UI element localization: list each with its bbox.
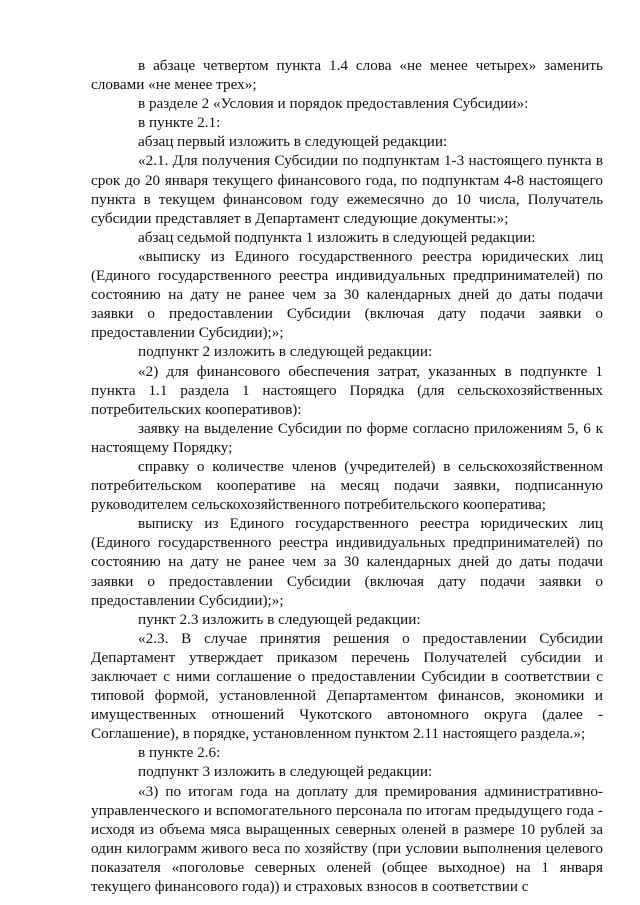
- paragraph-4: абзац первый изложить в следующей редакции:: [138, 133, 448, 151]
- paragraph-16: подпункт 3 изложить в следующей редакции:: [138, 763, 433, 781]
- paragraph-11: справку о количестве членов (учредителей) в сельскохозяйственном потребительском кооперативе на месяц подачи заявки, подписанную руководителем сельскохозяйственного потребительского кооператива;: [91, 457, 603, 514]
- paragraph-3: в пункте 2.1:: [138, 114, 221, 132]
- paragraph-6: абзац седьмой подпункта 1 изложить в следующей редакции:: [138, 228, 536, 246]
- paragraph-17: «3) по итогам года на доплату для премирования административно-управленческого и вспомогательного персонала по итогам предыдущего года - исходя из объема мяса выращенных северных оленей в размере 10 рублей за один килограмм живого веса по хозяйству (при условии выполнения целевого показателя «поголовье северных оленей (общее выходное) на 1 января текущего финансового года)) и страховых взносов в соответствии с: [91, 782, 603, 896]
- paragraph-13: пункт 2.3 изложить в следующей редакции:: [138, 610, 421, 628]
- paragraph-9: «2) для финансового обеспечения затрат, указанных в подпункте 1 пункта 1.1 раздела 1 настоящего Порядка (для сельскохозяйственных потребительских кооперативов):: [91, 362, 603, 418]
- paragraph-15: в пункте 2.6:: [138, 744, 221, 762]
- paragraph-8: подпункт 2 изложить в следующей редакции:: [138, 343, 433, 361]
- paragraph-2: в разделе 2 «Условия и порядок предоставления Субсидии»:: [138, 95, 529, 113]
- paragraph-1: в абзаце четвертом пункта 1.4 слова «не менее четырех» заменить словами «не менее трех»;: [91, 57, 603, 94]
- document-page: [91, 56, 603, 896]
- paragraph-10: заявку на выделение Субсидии по форме согласно приложениям 5, 6 к настоящему Порядку;: [91, 419, 603, 456]
- paragraph-7: «выписку из Единого государственного реестра юридических лиц (Единого государственного реестра индивидуальных предпринимателей) по состоянию на дату не ранее чем за 30 календарных дней до даты подачи заявки о предоставлении Субсидии (включая дату подачи заявки о предоставлении Субсидии);»;: [91, 247, 603, 342]
- paragraph-5: «2.1. Для получения Субсидии по подпунктам 1-3 настоящего пункта в срок до 20 января текущего финансового года, по подпунктам 4-8 настоящего пункта в текущем финансовом году ежемесячно до 10 числа, Получатель субсидии представляет в Департамент следующие документы:»;: [91, 152, 603, 227]
- paragraph-14: «2.3. В случае принятия решения о предоставлении Субсидии Департамент утверждает приказом перечень Получателей субсидии и заключает с ними соглашение о предоставлении Субсидии в соответствии с типовой формой, установленной Департаментом финансов, экономики и имущественных отношений Чукотского автономного округа (далее - Соглашение), в порядке, установленном пунктом 2.11 настоящего раздела.»;: [91, 629, 603, 743]
- paragraph-12: выписку из Единого государственного реестра юридических лиц (Единого государственного реестра индивидуальных предпринимателей) по состоянию на дату не ранее чем за 30 календарных дней до даты подачи заявки о предоставлении Субсидии (включая дату подачи заявки о предоставлении Субсидии);»;: [91, 515, 603, 609]
